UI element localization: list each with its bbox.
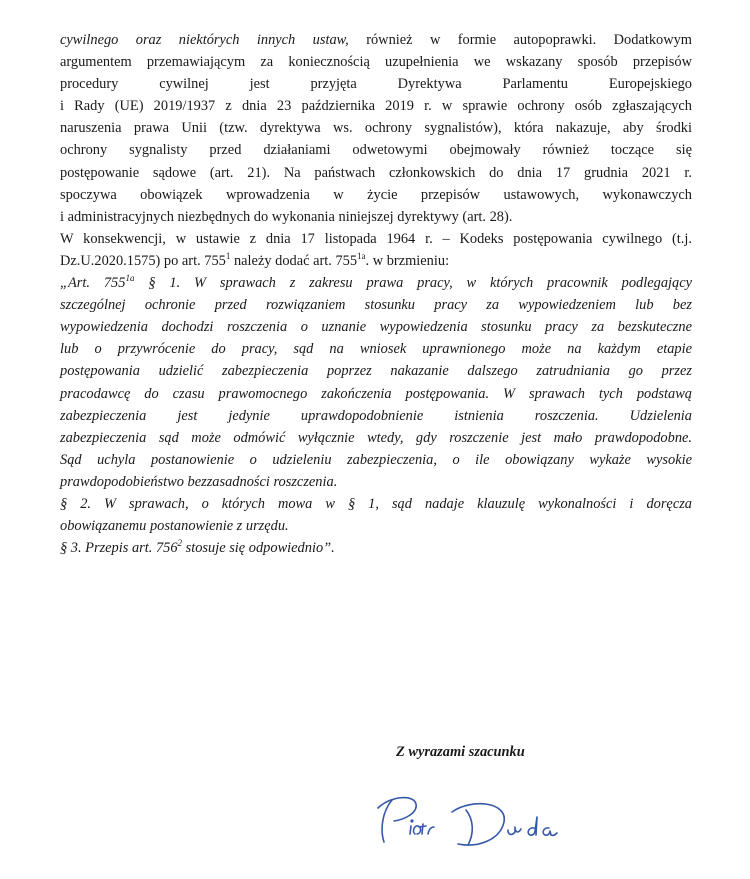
text-line	[60, 250, 692, 272]
text-line: argumentem przemawiającym za koniecznością uzupełnienia we wskazany sposób przepisów	[60, 54, 692, 71]
superscript: 2	[177, 538, 183, 549]
text-span: stosuje się odpowiednio”.	[182, 540, 335, 557]
quoted-article-line: lub o przywrócenie do pracy, sąd na wniosek uprawnionego może na każdym etapie	[60, 341, 692, 358]
text-span: Dz.U.2020.1575) po art. 755	[60, 252, 226, 269]
text-span: . w brzmieniu:	[365, 252, 450, 269]
text-line: W konsekwencji, w ustawie z dnia 17 listopada 1964 r. – Kodeks postępowania cywilnego (t.j.	[60, 230, 692, 247]
text-line	[60, 29, 692, 51]
quoted-article-line: § 2. W sprawach, o których mowa w § 1, sąd nadaje klauzulę wykonalności i doręcza	[60, 495, 692, 512]
quoted-article-line: obowiązanemu postanowienie z urzędu.	[60, 518, 289, 535]
quoted-article-line: pracodawcę do czasu prawomocnego zakończenia postępowania. W sprawach tych podstawą	[60, 385, 692, 402]
text-line: postępowanie sądowe (art. 21). Na państwach członkowskich do dnia 17 grudnia 2021 r.	[60, 164, 692, 181]
quoted-article-line: postępowania udzielić zabezpieczenia poprzez nakazanie dalszego zatrudniania go przez	[60, 363, 692, 380]
text-span: § 1. W sprawach z zakresu prawa pracy, w których pracownik podlegający	[134, 275, 692, 292]
text-line: spoczywa obowiązek wprowadzenia w życie przepisów ustawowych, wykonawczych	[60, 186, 692, 203]
quoted-article-line: zabezpieczenia sąd może odmówić wyłącznie wtedy, gdy roszczenie jest mało prawdopodobne.	[60, 429, 692, 446]
quoted-article-line	[60, 272, 692, 294]
text-span: również w formie autopoprawki. Dodatkowym	[348, 32, 692, 48]
letter-body	[60, 29, 692, 559]
superscript: 1a	[125, 273, 135, 284]
text-line: ochrony sygnalisty przed działaniami odwetowymi obejmowały również toczące się	[60, 142, 692, 159]
text-line: i administracyjnych niezbędnych do wykonania niniejszej dyrektywy (art. 28).	[60, 208, 513, 225]
closing-phrase: Z wyrazami szacunku	[396, 744, 525, 760]
text-line: naruszenia prawa Unii (tzw. dyrektywa ws. ochrony sygnalistów), która nakazuje, aby środki	[60, 120, 692, 137]
italic-act-title: cywilnego oraz niektórych innych ustaw,	[60, 32, 349, 48]
handwritten-signature	[368, 790, 598, 852]
quoted-article-line	[60, 537, 692, 559]
text-span: „Art. 755	[60, 275, 126, 292]
quoted-article-line: szczególnej ochronie przed rozwiązaniem stosunku pracy za wypowiedzeniem lub bez	[60, 297, 692, 314]
text-line: procedury cywilnej jest przyjęta Dyrektywa Parlamentu Europejskiego	[60, 76, 692, 93]
quoted-article-line: wypowiedzenia dochodzi roszczenia o uznanie wypowiedzenia stosunku pracy za bezskuteczne	[60, 319, 692, 336]
superscript: 1	[225, 250, 231, 261]
quoted-article-line: Sąd uchyla postanowienie o udzieleniu zabezpieczenia, o ile obowiązany wykaże wysokie	[60, 451, 692, 468]
text-line: i Rady (UE) 2019/1937 z dnia 23 października 2019 r. w sprawie ochrony osób zgłaszających	[60, 98, 692, 115]
text-span: należy dodać art. 755	[230, 252, 358, 269]
quoted-article-line: prawdopodobieństwo bezzasadności roszczenia.	[60, 473, 338, 490]
text-span: § 3. Przepis art. 756	[60, 540, 178, 557]
superscript: 1a	[357, 250, 366, 261]
quoted-article-line: zabezpieczenia jest jedynie uprawdopodobnienie istnienia roszczenia. Udzielenia	[60, 407, 692, 424]
